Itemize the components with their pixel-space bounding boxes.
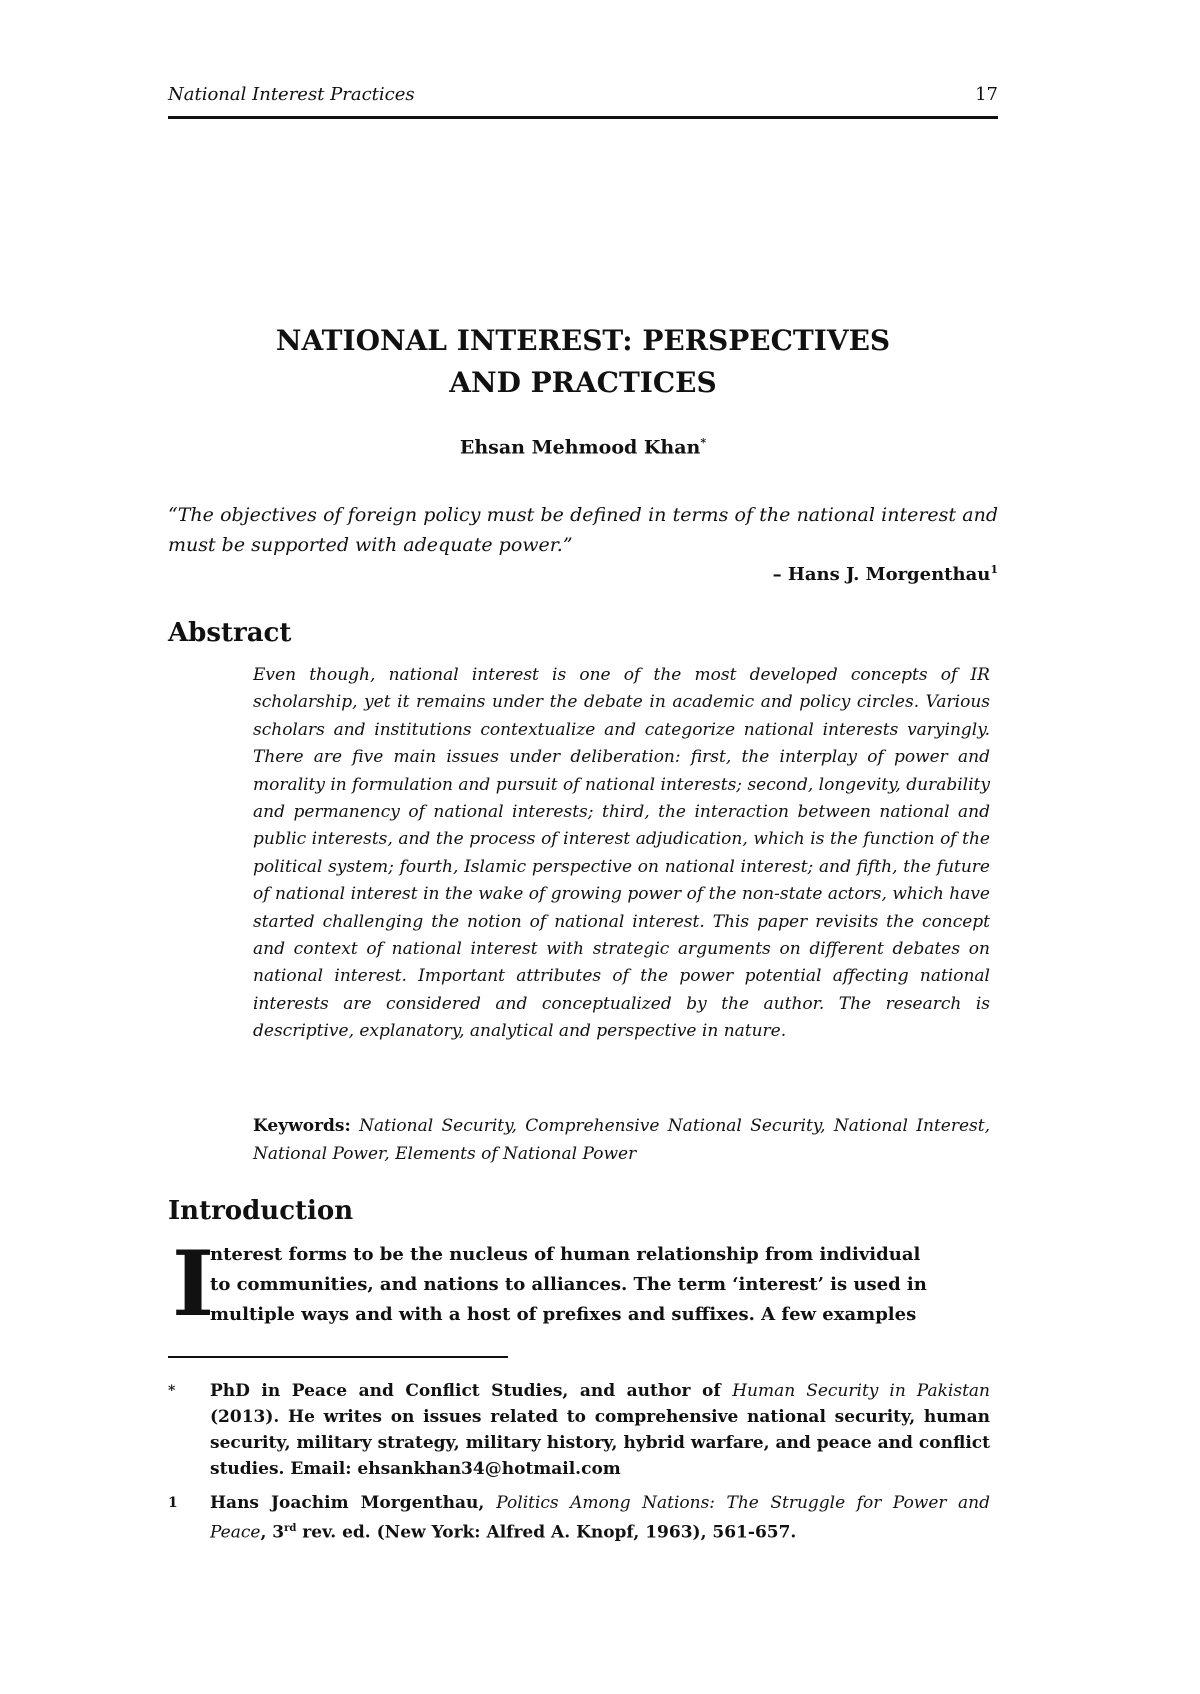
introduction-paragraph	[172, 1231, 990, 1340]
keywords	[253, 1112, 990, 1168]
title-line-1: NATIONAL INTEREST: PERSPECTIVES	[275, 324, 891, 357]
introduction-lines	[210, 1240, 990, 1330]
footnote-author	[168, 1378, 990, 1488]
header-rule	[168, 116, 998, 119]
intro-line-1: nterest forms to be the nucleus of human relationship from individual	[210, 1244, 921, 1265]
author-byline	[168, 436, 998, 458]
introduction-heading: Introduction	[168, 1196, 354, 1226]
epigraph-footnote-ref[interactable]: 1	[990, 563, 998, 576]
intro-line-3: multiple ways and with a host of prefixes and suffixes. A few examples	[210, 1304, 917, 1325]
running-head-title: National Interest Practices	[168, 84, 415, 105]
footnote-mark: *	[168, 1383, 176, 1399]
author-name: Ehsan Mehmood Khan	[459, 436, 701, 459]
footnote-text	[210, 1490, 990, 1546]
keywords-list: National Security, Comprehensive National Security, National Interest, National Power, Elements of National Power	[253, 1116, 991, 1164]
footnote-text-part: PhD in Peace and Conflict Studies, and author of	[210, 1381, 733, 1401]
footnote-morgenthau	[168, 1490, 990, 1550]
footnote-text-part: rev. ed. (New York: Alfred A. Knopf, 1963), 561-657.	[296, 1522, 797, 1543]
paper-title	[168, 320, 998, 404]
epigraph-attribution	[168, 563, 998, 585]
footnote-text-part: , 3	[260, 1522, 285, 1543]
footnote-book-title: Human Security in Pakistan	[732, 1381, 990, 1401]
footnote-text-part: (2013). He writes on issues related to comprehensive national security, human security, military strategy, military history, hybrid warfare, and peace and conflict studies. Email: ehsankhan34@hotmail.com	[210, 1407, 990, 1479]
abstract-text: Even though, national interest is one of the most developed concepts of IR scholarship, yet it remains under the debate in academic and policy circles. Various scholars and institutions contextualize and categorize national interests varyingly. There are five main issues under deliberation: first, the interplay of power and morality in formulation and pursuit of national interests; second, longevity, durability and permanency of national interests; third, the interaction between national and public interests, and the process of interest adjudication, which is the function of the political system; fourth, Islamic perspective on national interest; and fifth, the future of national interest in the wake of growing power of the non-state actors, which have started challenging the notion of national interest. This paper revisits the concept and context of national interest with strategic arguments on different debates on national interest. Important attributes of the power potential affecting national interests are considered and conceptualized by the author. The research is descriptive, explanatory, analytical and perspective in nature.	[253, 665, 990, 1042]
footnote-mark: 1	[168, 1495, 178, 1511]
intro-line-2: to communities, and nations to alliances. The term ‘interest’ is used in	[210, 1274, 927, 1295]
page-number: 17	[975, 84, 998, 105]
keywords-label: Keywords:	[253, 1116, 351, 1136]
footnote-book-title: Politics Among Nations: The Struggle for Power and Peace	[210, 1493, 990, 1543]
footnote-ordinal: rd	[284, 1523, 297, 1534]
epigraph-quote: “The objectives of foreign policy must be defined in terms of the national interest and must be supported with adequate power.”	[168, 504, 998, 556]
epigraph-author: – Hans J. Morgenthau	[772, 564, 991, 585]
abstract-heading: Abstract	[168, 618, 292, 648]
running-head	[168, 84, 998, 105]
title-line-2: AND PRACTICES	[449, 366, 717, 399]
drop-cap: I	[172, 1231, 215, 1337]
footnote-rule	[168, 1356, 508, 1358]
author-footnote-mark[interactable]: *	[700, 436, 707, 449]
footnote-text-part: Hans Joachim Morgenthau,	[210, 1493, 497, 1513]
footnote-text	[210, 1378, 990, 1482]
